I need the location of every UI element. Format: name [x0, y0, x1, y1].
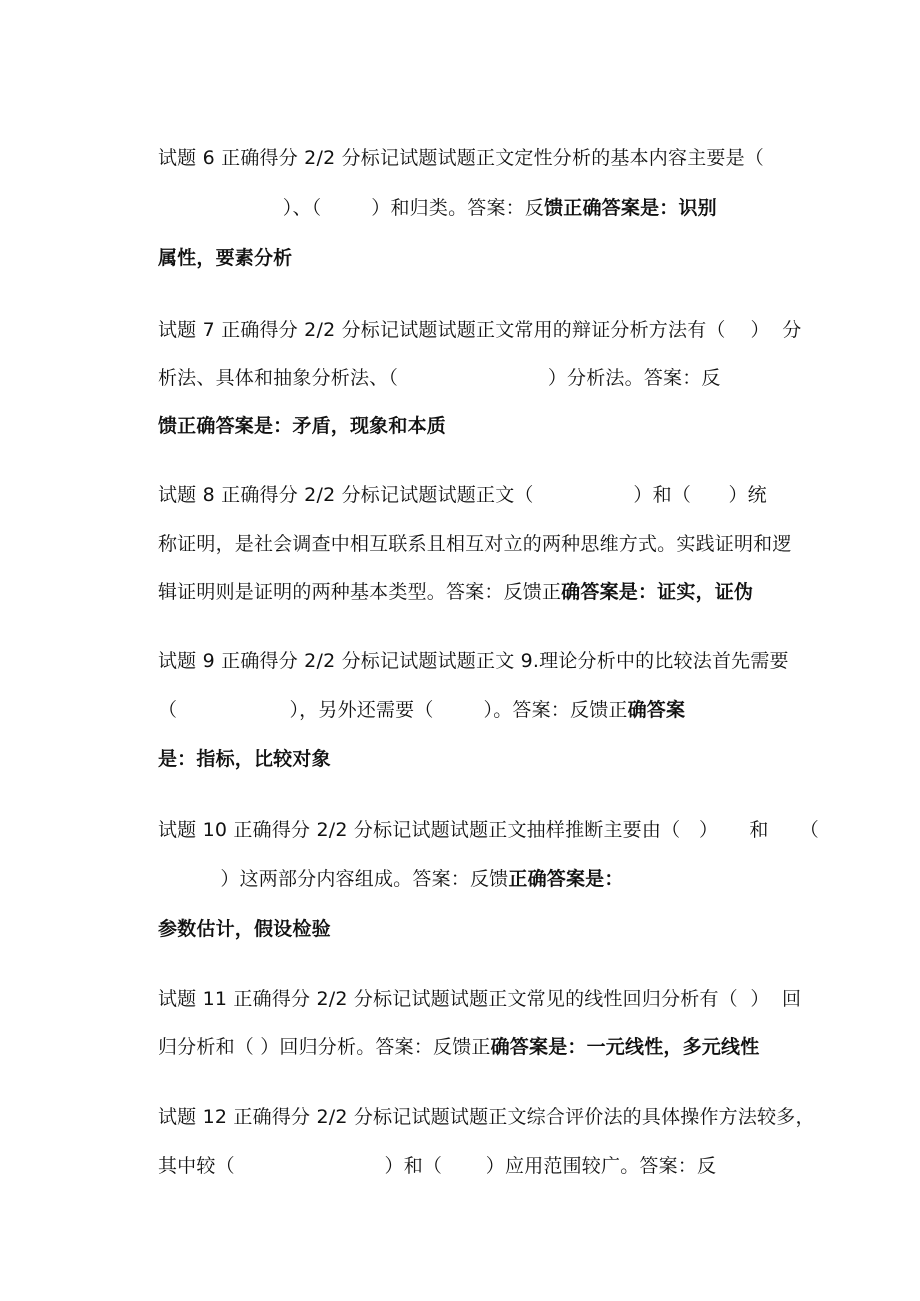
question-8-line-3-text: 辑证明则是证明的两种基本类型。答案：反馈正	[157, 581, 562, 603]
question-11-line-2-text: 归分析和（ ）回归分析。答案：反馈正	[157, 1036, 491, 1058]
question-6-line-1-text: 试题 6 正确得分 2/2 分标记试题试题正文定性分析的基本内容主要是（	[157, 147, 764, 169]
question-9-answer-text: 确答案	[627, 699, 686, 721]
question-10-answer-text: 正确答案是：	[508, 868, 624, 890]
question-8-answer-text: 确答案是：证实，证伪	[561, 581, 754, 603]
question-9-line-1-text: 试题 9 正确得分 2/2 分标记试题试题正文 9.理论分析中的比较法首先需要	[157, 650, 789, 672]
question-10-line-3	[133, 893, 331, 965]
question-7-line-3	[133, 390, 446, 462]
question-11-answer-text: 确答案是：一元线性，多元线性	[490, 1036, 760, 1058]
question-8-line-3	[133, 556, 753, 628]
question-9-answer-continued: 是：指标，比较对象	[157, 748, 331, 770]
question-7-answer-text: 馈正确答案是：矛盾，现象和本质	[157, 415, 446, 437]
question-7-line-2-text: 析法、具体和抽象分析法、（ ）分析法。答案：反	[157, 367, 721, 389]
question-6-answer-text: 馈正确答案是：识别	[544, 197, 717, 219]
question-10-line-2-text: ）这两部分内容组成。答案：反馈	[157, 868, 509, 890]
question-7-line-1-text: 试题 7 正确得分 2/2 分标记试题试题正文常用的辩证分析方法有（ ） 分	[157, 319, 802, 341]
question-11-line-2	[133, 1011, 759, 1083]
question-12-line-2	[133, 1130, 716, 1202]
question-12-line-2-text: 其中较（ ）和（ ）应用范围较广。答案：反	[157, 1155, 717, 1177]
question-8-line-1-text: 试题 8 正确得分 2/2 分标记试题试题正文（ ）和（ ）统	[157, 484, 767, 506]
question-9-line-2-text: （ ），另外还需要（ ）。答案：反馈正	[157, 699, 628, 721]
question-8-line-2-text: 称证明，是社会调查中相互联系且相互对立的两种思维方式。实践证明和逻	[157, 533, 792, 555]
question-9-line-3	[133, 723, 331, 795]
question-10-line-1-text: 试题 10 正确得分 2/2 分标记试题试题正文抽样推断主要由（ ） 和 （	[157, 819, 819, 841]
question-10-answer-continued: 参数估计，假设检验	[157, 918, 331, 940]
question-12-line-1-text: 试题 12 正确得分 2/2 分标记试题试题正文综合评价法的具体操作方法较多，	[157, 1106, 815, 1128]
question-11-line-1-text: 试题 11 正确得分 2/2 分标记试题试题正文常见的线性回归分析有（ ） 回	[157, 988, 802, 1010]
question-6-line-3	[133, 222, 292, 294]
question-6-line-2-text: ）、（ ）和归类。答案：反	[157, 197, 545, 219]
question-6-answer-continued: 属性，要素分析	[157, 247, 293, 269]
